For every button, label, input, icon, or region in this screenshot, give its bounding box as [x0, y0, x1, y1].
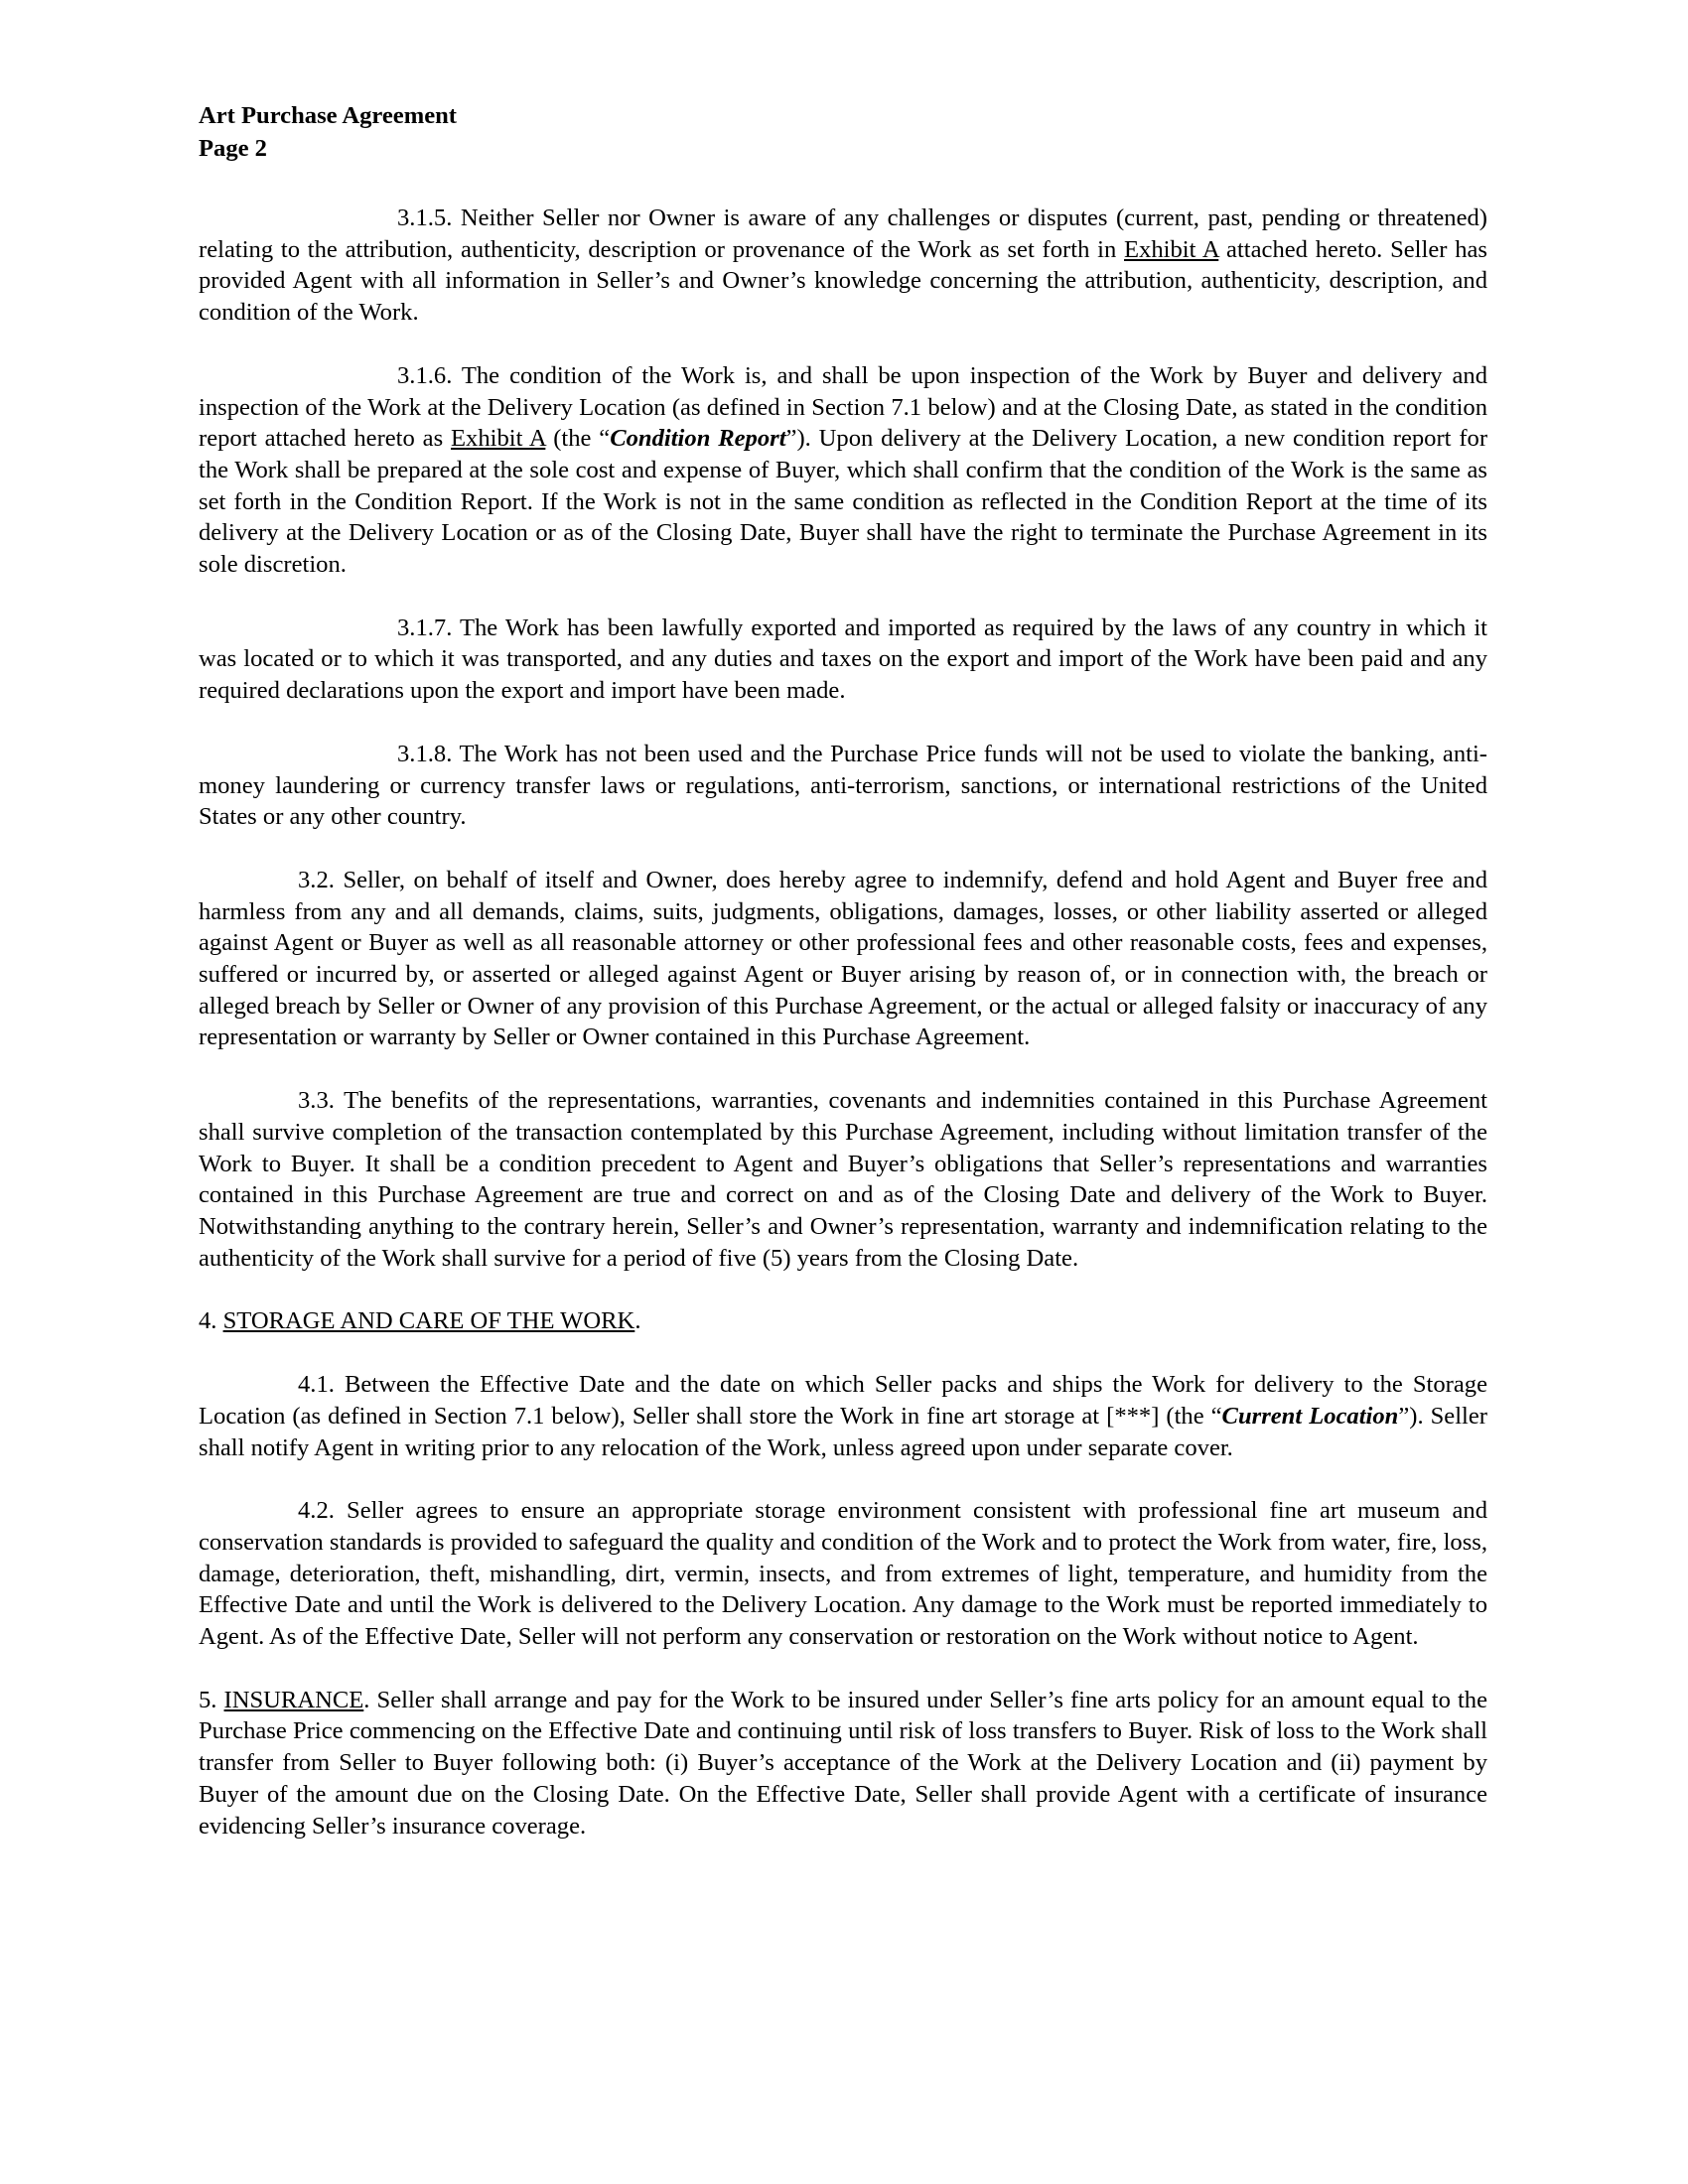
section-4-heading: 4. STORAGE AND CARE OF THE WORK. — [199, 1307, 641, 1335]
document-title: Art Purchase Agreement — [199, 102, 457, 129]
paragraph-3-1-5: 3.1.5. Neither Seller nor Owner is aware of any challenges or disputes (current, past, pending or threatened) relating to the attribution, authenticity, description or provenance of the Work as set forth in Exhibit A attached hereto. Seller has provided Agent with all information in Seller’s and Owner’s knowledge concerning the attribution, authenticity, description, and condition of the Work. — [199, 205, 1488, 327]
paragraph-3-1-7: 3.1.7. The Work has been lawfully exported and imported as required by the laws of any country in which it was located or to which it was transported, and any duties and taxes on the export and import of the Work have been paid and any required declarations upon the export and import have been made. — [199, 614, 1487, 705]
exhibit-a-reference: Exhibit A — [451, 425, 546, 453]
document-body — [199, 203, 1487, 1873]
paragraph-3-2: 3.2. Seller, on behalf of itself and Owner, does hereby agree to indemnify, defend and hold Agent and Buyer free and harmless from any and all demands, claims, suits, judgments, obligations, damages, losses, or other liability asserted or alleged against Agent or Buyer as well as all reasonable attorney or other professional fees and other reasonable costs, fees and expenses, suffered or incurred by, or asserted or alleged against Agent or Buyer arising by reason of, or in connection with, the breach or alleged breach by Seller or Owner of any provision of this Purchase Agreement, or the actual or alleged falsity or inaccuracy of any representation or warranty by Seller or Owner contained in this Purchase Agreement. — [199, 866, 1487, 1051]
paragraph-3-1-8: 3.1.8. The Work has not been used and the Purchase Price funds will not be used to violate the banking, anti-money laundering or currency transfer laws or regulations, anti-terrorism, sanctions, or international restrictions of the United States or any other country. — [199, 740, 1487, 831]
defined-term-condition-report: Condition Report — [610, 425, 786, 453]
paragraph-4-1: 4.1. Between the Effective Date and the date on which Seller packs and ships the Work for delivery to the Storage Location (as defined in Section 7.1 below), Seller shall store the Work in fine art storage at [***] (the “Current Location”). Seller shall notify Agent in writing prior to any relocation of the Work, unless agreed upon under separate cover. — [199, 1371, 1487, 1461]
paragraph-3-3: 3.3. The benefits of the representations, warranties, covenants and indemnities contained in this Purchase Agreement shall survive completion of the transaction contemplated by this Purchase Agreement, including without limitation transfer of the Work to Buyer. It shall be a condition precedent to Agent and Buyer’s obligations that Seller’s representations and warranties contained in this Purchase Agreement are true and correct on and as of the Closing Date and delivery of the Work to Buyer. Notwithstanding anything to the contrary herein, Seller’s and Owner’s representation, warranty and indemnification relating to the authenticity of the Work shall survive for a period of five (5) years from the Closing Date. — [199, 1087, 1487, 1272]
paragraph-4-2: 4.2. Seller agrees to ensure an appropriate storage environment consistent with professional fine art museum and conservation standards is provided to safeguard the quality and condition of the Work and to protect the Work from water, fire, loss, damage, deterioration, theft, mishandling, dirt, vermin, insects, and from extremes of light, temperature, and humidity from the Effective Date and until the Work is delivered to the Delivery Location. Any damage to the Work must be reported immediately to Agent. As of the Effective Date, Seller will not perform any conservation or restoration on the Work without notice to Agent. — [199, 1497, 1487, 1651]
paragraph-3-1-6: 3.1.6. The condition of the Work is, and shall be upon inspection of the Work by Buyer and delivery and inspection of the Work at the Delivery Location (as defined in Section 7.1 below) and at the Closing Date, as stated in the condition report attached hereto as Exhibit A (the “Condition Report”). Upon delivery at the Delivery Location, a new condition report for the Work shall be prepared at the sole cost and expense of Buyer, which shall confirm that the condition of the Work is the same as set forth in the Condition Report. If the Work is not in the same condition as reflected in the Condition Report at the time of its delivery at the Delivery Location or as of the Closing Date, Buyer shall have the right to terminate the Purchase Agreement in its sole discretion. — [199, 361, 1488, 579]
section-5-paragraph: 5. INSURANCE. Seller shall arrange and pay for the Work to be insured under Seller’s fine arts policy for an amount equal to the Purchase Price commencing on the Effective Date and continuing until risk of loss transfers to Buyer. Risk of loss to the Work shall transfer from Seller to Buyer following both: (i) Buyer’s acceptance of the Work at the Delivery Location and (ii) payment by Buyer of the amount due on the Closing Date. On the Effective Date, Seller shall provide Agent with a certificate of insurance evidencing Seller’s insurance coverage. — [199, 1686, 1488, 1840]
defined-term-current-location: Current Location — [1221, 1402, 1399, 1430]
section-4-title: STORAGE AND CARE OF THE WORK — [222, 1307, 635, 1335]
exhibit-a-reference: Exhibit A — [1124, 235, 1219, 263]
page-number: Page 2 — [199, 135, 267, 162]
section-5-title: INSURANCE — [223, 1686, 364, 1713]
page-header — [199, 100, 457, 166]
